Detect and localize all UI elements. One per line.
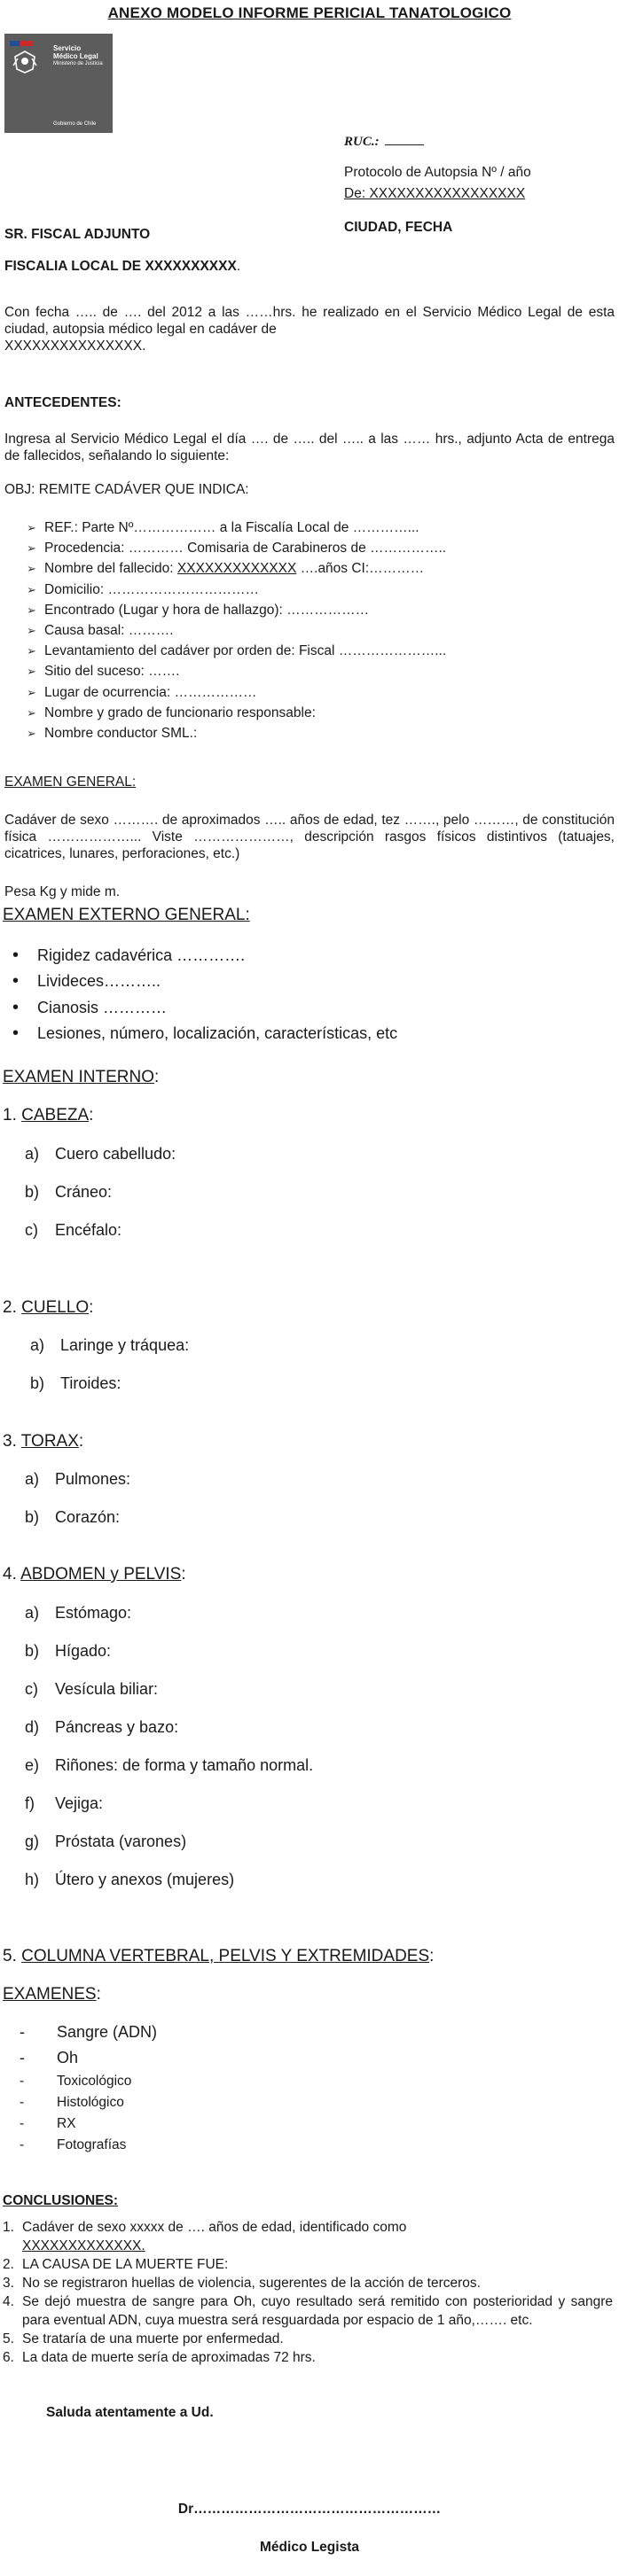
section-cabeza: 1. CABEZA: xyxy=(3,1106,94,1125)
servicio-medico-legal-logo xyxy=(4,34,113,133)
list-item: - Toxicológico xyxy=(20,2071,131,2092)
list-item-fallecido: ➢ Nombre del fallecido: XXXXXXXXXXXXX ….años CI:………… xyxy=(27,558,446,579)
obj-line: OBJ: REMITE CADÁVER QUE INDICA: xyxy=(4,482,249,497)
item-tiroides: b) Tiroides: xyxy=(30,1374,121,1392)
document-title: ANEXO MODELO INFORME PERICIAL TANATOLOGICO xyxy=(107,4,512,21)
item-laringe: a) Laringe y tráquea: xyxy=(30,1336,190,1354)
conclusiones-heading: CONCLUSIONES: xyxy=(3,2193,119,2208)
item-vesicula: c) Vesícula biliar: xyxy=(25,1680,159,1698)
item-pulmones: a) Pulmones: xyxy=(25,1470,131,1488)
list-item: • Cianosis ………… xyxy=(12,995,397,1021)
conclusiones-list xyxy=(3,2218,613,2367)
list-item: • Rigidez cadavérica …………. xyxy=(12,943,397,969)
list-item: 5. Se trataría de una muerte por enfermedad. xyxy=(3,2331,284,2346)
examen-general-paragraph: Cadáver de sexo ………. de aproximados ….. años de edad, tez ……., pelo ………, de constitución física ………………... Viste …………………, descripción rasgos físicos distintivos (tatuajes, cicatrices, lunares, perforaciones, etc.) xyxy=(4,813,615,861)
list-item: ➢ Domicilio: …………………………… xyxy=(27,580,446,600)
addressee-fiscal: SR. FISCAL ADJUNTO xyxy=(4,227,151,242)
antecedentes-heading: ANTECEDENTES: xyxy=(4,395,121,410)
item-craneo: b) Cráneo: xyxy=(25,1183,113,1201)
signature-title: Médico Legista xyxy=(260,2540,359,2555)
list-item: - Histológico xyxy=(20,2092,131,2113)
section-torax: 3. TORAX: xyxy=(3,1432,84,1451)
list-item: 6. La data de muerte sería de aproximadas 72 hrs. xyxy=(3,2350,316,2365)
list-item: 3. No se registraron huellas de violencia, sugerentes de la acción de terceros. xyxy=(3,2276,481,2291)
item-pancreas: d) Páncreas y bazo: xyxy=(25,1718,179,1736)
ruc-field: RUC.: xyxy=(344,135,424,150)
closing-saluda: Saluda atentamente a Ud. xyxy=(46,2405,214,2420)
antecedentes-paragraph: Ingresa al Servicio Médico Legal el día …. de ….. del ….. a las …… hrs., adjunto Acta de entrega de fallecidos, señalando lo siguiente: xyxy=(4,432,615,463)
list-item: ➢ Encontrado (Lugar y hora de hallazgo): ……………… xyxy=(27,600,446,620)
signature-line: Dr……………………………………………… xyxy=(177,2502,442,2517)
item-utero: h) Útero y anexos (mujeres) xyxy=(25,1871,235,1888)
logo-gobierno: Gobierno de Chile xyxy=(53,121,97,127)
examenes-list-small xyxy=(20,2071,131,2156)
item-rinones: e) Riñones: de forma y tamaño normal. xyxy=(25,1756,314,1774)
list-item: ➢ REF.: Parte Nº……………… a la Fiscalía Local de …………... xyxy=(27,518,446,538)
list-item: - Fotografías xyxy=(20,2135,131,2156)
item-estomago: a) Estómago: xyxy=(25,1604,132,1622)
list-item: ➢ Levantamiento del cadáver por orden de: Fiscal …………………... xyxy=(27,641,446,661)
protocolo-line: Protocolo de Autopsia Nº / año xyxy=(344,165,531,180)
list-item: • Livideces……….. xyxy=(12,969,397,994)
list-item: ➢ Lugar de ocurrencia: ……………… xyxy=(27,682,446,703)
logo-org-name: Servicio Médico Legal Ministerio de Justicia xyxy=(53,44,103,66)
list-item: - Oh xyxy=(20,2045,157,2071)
item-prostata: g) Próstata (varones) xyxy=(25,1833,187,1850)
examen-externo-heading: EXAMEN EXTERNO GENERAL: xyxy=(3,906,250,924)
examen-interno-heading: EXAMEN INTERNO: xyxy=(3,1068,160,1086)
item-higado: b) Hígado: xyxy=(25,1642,112,1660)
pesa-line: Pesa Kg y mide m. xyxy=(4,884,121,899)
list-item: 1. Cadáver de sexo xxxxx de …. años de edad, identificado como XXXXXXXXXXXXX. xyxy=(3,2220,407,2253)
list-item: ➢ Procedencia: ………… Comisaria de Carabineros de …………….. xyxy=(27,538,446,558)
list-item: - RX xyxy=(20,2113,131,2135)
flag-stripe-icon xyxy=(10,41,33,46)
de-line: De: XXXXXXXXXXXXXXXXX xyxy=(344,186,526,201)
item-cuero-cabelludo: a) Cuero cabelludo: xyxy=(25,1145,176,1163)
list-item: ➢ Nombre conductor SML.: xyxy=(27,723,446,743)
list-item: 2. LA CAUSA DE LA MUERTE FUE: xyxy=(3,2257,229,2272)
coat-of-arms-icon xyxy=(12,48,38,74)
list-item: 4. Se dejó muestra de sangre para Oh, cuyo resultado será remitido con posterioridad y sangre para eventual ADN, cuya muestra será resguardada por espacio de 1 año,……. etc. xyxy=(3,2294,613,2328)
ciudad-fecha: CIUDAD, FECHA xyxy=(344,220,453,235)
list-item: - Sangre (ADN) xyxy=(20,2020,157,2045)
list-item: ➢ Causa basal: ………. xyxy=(27,620,446,641)
addressee-fiscalia: FISCALIA LOCAL DE XXXXXXXXXX. xyxy=(4,259,241,274)
externo-list xyxy=(12,943,397,1047)
ruc-blank xyxy=(385,144,424,145)
examen-general-heading: EXAMEN GENERAL: xyxy=(4,774,137,790)
list-item: • Lesiones, número, localización, características, etc xyxy=(12,1021,397,1047)
item-encefalo: c) Encéfalo: xyxy=(25,1221,122,1239)
antecedentes-list xyxy=(27,518,446,743)
examenes-list-large xyxy=(20,2020,157,2071)
section-cuello: 2. CUELLO: xyxy=(3,1298,94,1317)
section-abdomen: 4. ABDOMEN y PELVIS: xyxy=(3,1565,186,1584)
section-columna: 5. COLUMNA VERTEBRAL, PELVIS Y EXTREMIDADES: xyxy=(3,1947,435,1965)
list-item: ➢ Nombre y grado de funcionario responsable: xyxy=(27,703,446,723)
item-vejiga: f) Vejiga: xyxy=(25,1794,104,1812)
intro-paragraph: Con fecha ….. de …. del 2012 a las ……hrs. he realizado en el Servicio Médico Legal de esta ciudad, autopsia médico legal en cadáver de XXXXXXXXXXXXXXX. xyxy=(4,305,615,354)
list-item: ➢ Sitio del suceso: ……. xyxy=(27,661,446,681)
item-corazon: b) Corazón: xyxy=(25,1508,121,1526)
examenes-heading: EXAMENES: xyxy=(3,1985,101,2004)
